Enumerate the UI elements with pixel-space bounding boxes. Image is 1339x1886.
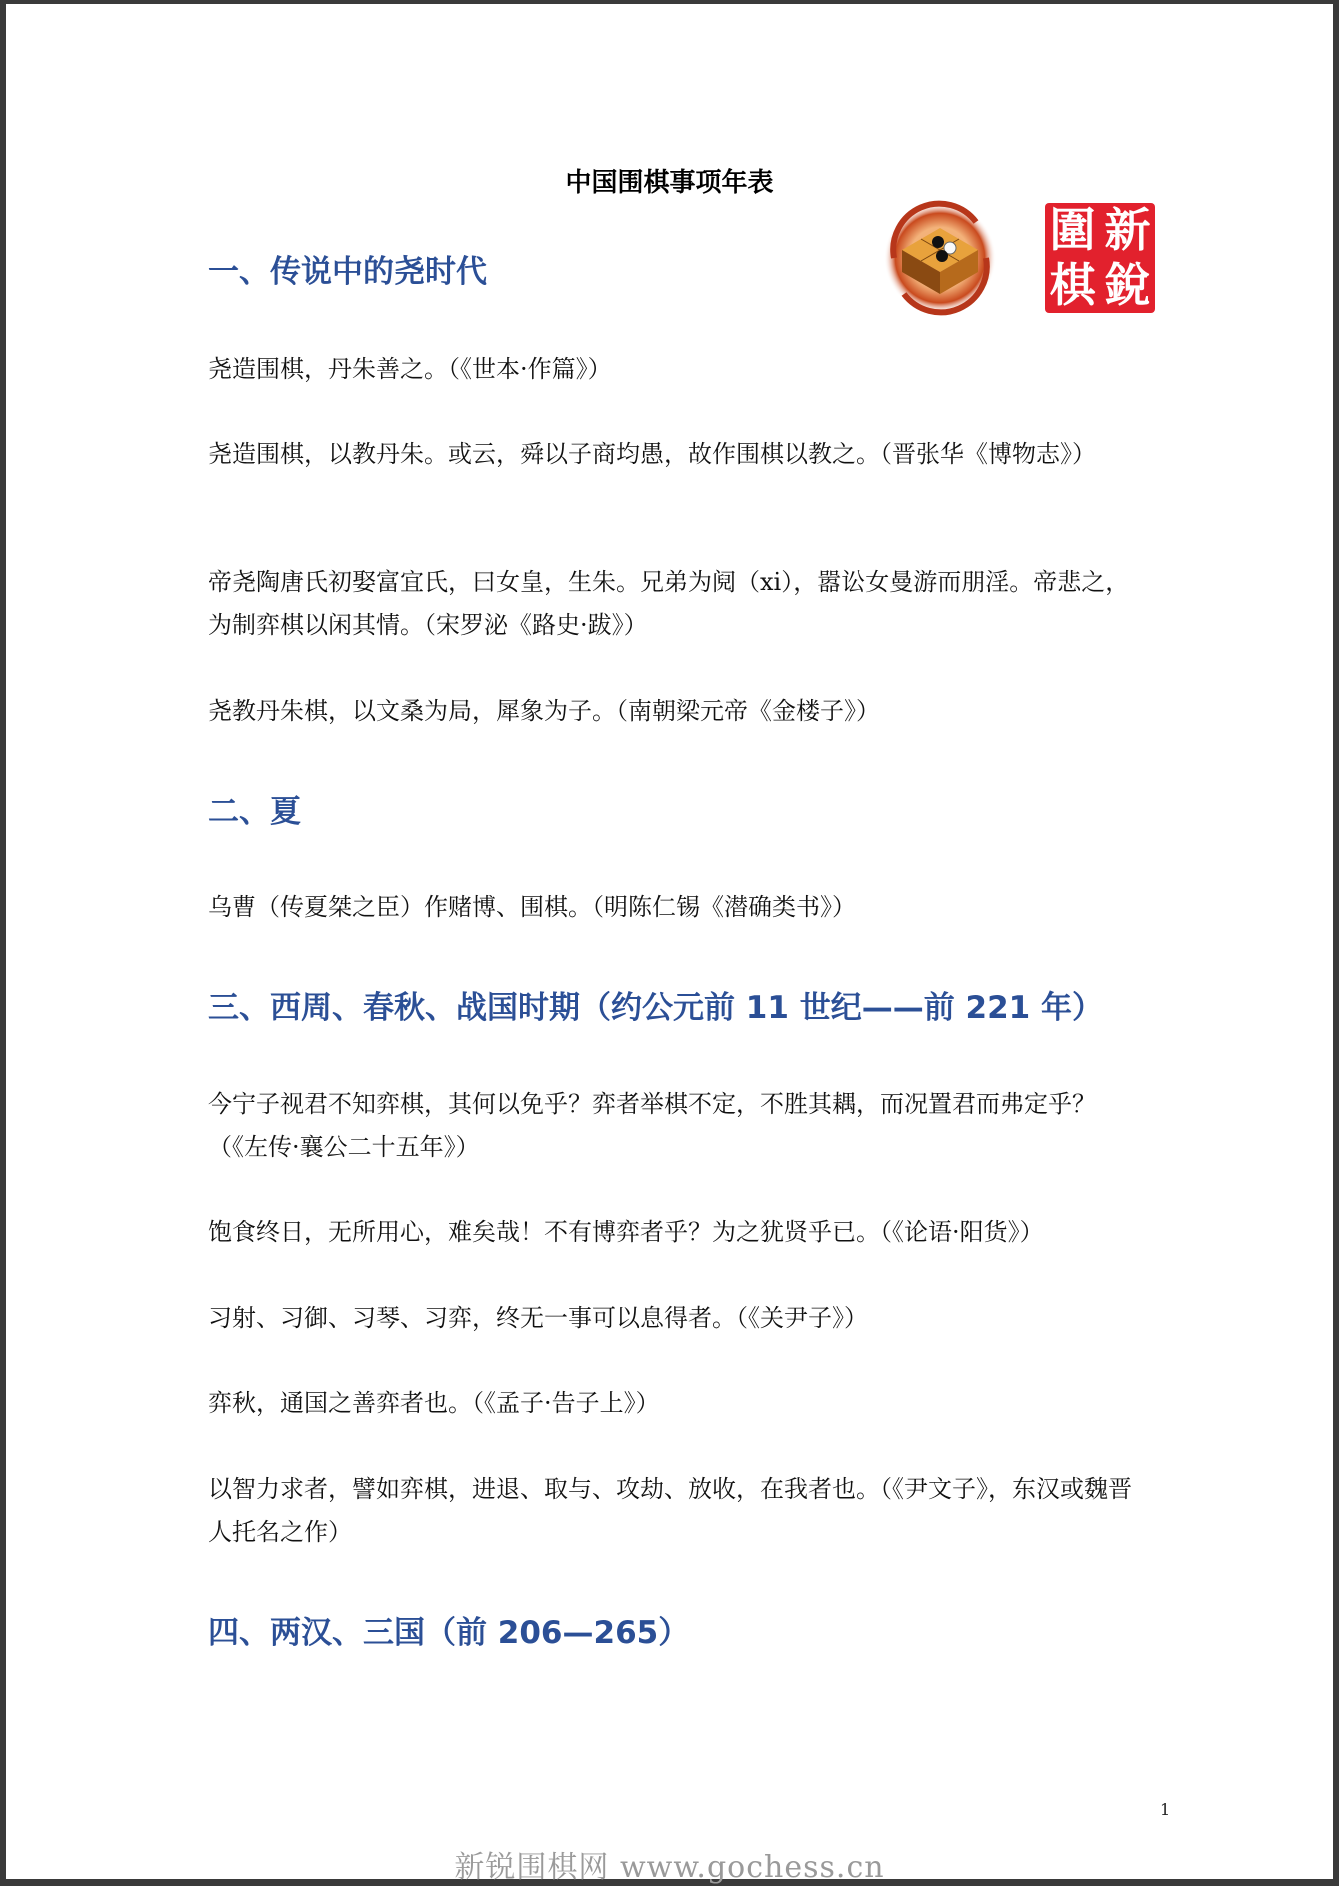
document-title: 中国围棋事项年表 [565,168,774,198]
paragraph: 今宁子视君不知弈棋，其何以免乎？弈者举棋不定，不胜其耦，而况置君而弗定乎？（《左传·襄公二十五年》） [208,1090,1096,1161]
site-watermark-footer: 新锐围棋网 www.gochess.cn [454,1850,885,1885]
paragraph: 尧造围棋，丹朱善之。（《世本·作篇》） [208,355,612,383]
seal-char: 銳 [1104,258,1151,312]
paragraph: 以智力求者，譬如弈棋，进退、取与、攻劫、放收，在我者也。（《尹文子》，东汉或魏晋人托名之作） [208,1475,1132,1546]
paragraph: 乌曹（传夏桀之臣）作赌博、围棋。（明陈仁锡《潜确类书》） [208,893,856,921]
page-number: 1 [1160,1800,1171,1819]
paragraph: 尧造围棋，以教丹朱。或云，舜以子商均愚，故作围棋以教之。（晋张华《博物志》） [208,440,1096,468]
paragraph: 弈秋，通国之善弈者也。（《孟子·告子上》） [208,1389,660,1417]
go-board-logo [880,198,1000,318]
paragraph: 习射、习御、习琴、习弈，终无一事可以息得者。（《关尹子》） [208,1304,868,1332]
section-heading: 二、夏 [208,794,301,830]
seal-char: 新 [1104,203,1151,257]
section-heading: 四、两汉、三国（前 206—265） [208,1615,690,1651]
paragraph: 帝尧陶唐氏初娶富宜氏，曰女皇，生朱。兄弟为阋（xi），嚣讼女曼游而朋淫。帝悲之，为制弈棋以闲其情。（宋罗泌《路史·跋》） [208,568,1130,639]
section-heading: 一、传说中的尧时代 [208,254,487,290]
paragraph: 饱食终日，无所用心，难矣哉！不有博弈者乎？为之犹贤乎已。（《论语·阳货》） [208,1218,1044,1246]
xinrui-weiqi-seal [1045,203,1155,313]
paragraph: 尧教丹朱棋，以文桑为局，犀象为子。（南朝梁元帝《金楼子》） [208,697,880,725]
seal-char: 圍 [1049,203,1096,257]
seal-char: 棋 [1049,258,1096,312]
section-heading: 三、西周、春秋、战国时期（约公元前 11 世纪——前 221 年） [208,990,1104,1026]
